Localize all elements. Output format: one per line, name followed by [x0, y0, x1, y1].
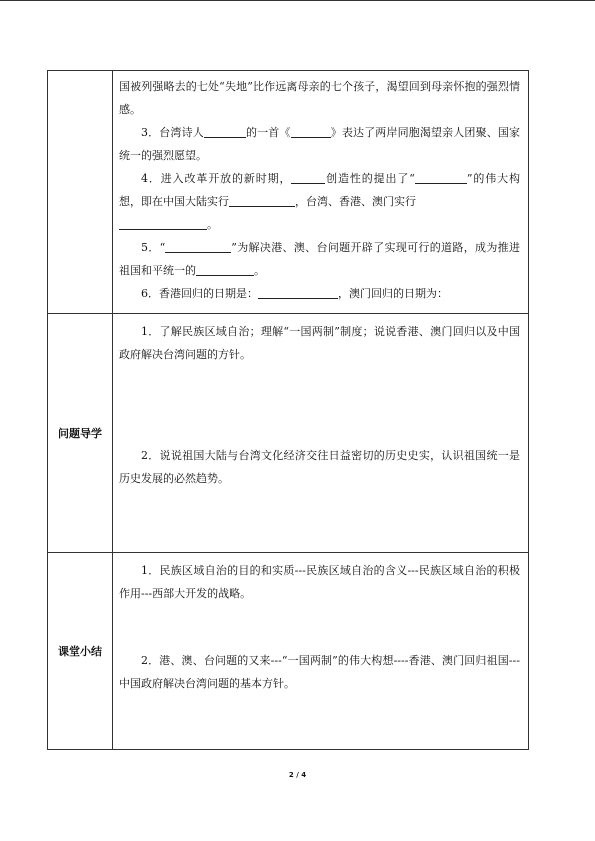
blank-concept[interactable]	[415, 170, 467, 184]
question-3: 3．台湾诗人 的一首《 》表达了两岸同胞渴望亲人团聚、国家统一的强烈愿望。	[119, 126, 521, 162]
blank-person[interactable]	[291, 170, 325, 184]
guide-label: 问题导学	[48, 314, 113, 553]
summary-label: 课堂小结	[48, 553, 113, 750]
guide-question-1: 1．了解民族区域自治；理解“一国两制”制度；说说香港、澳门回归以及中国政府解决台湾问题的方针。	[119, 325, 520, 361]
guide-question-2: 2．说说祖国大陆与台湾文化经济交往日益密切的历史史实，认识祖国统一是历史发展的必然趋势。	[119, 449, 520, 485]
blank-hk-date[interactable]	[258, 285, 338, 299]
blank-policy[interactable]	[165, 239, 231, 253]
question-6: 6．香港回归的日期是： ，澳门回归的日期为：	[141, 287, 448, 300]
summary-section	[113, 553, 529, 750]
page-top-rule	[0, 0, 595, 1]
blank-milestone[interactable]	[196, 262, 254, 276]
row-summary	[48, 553, 529, 750]
guide-section	[113, 314, 529, 553]
question-5: 5．“ ”为解决港、澳、台问题开辟了实现可行的道路，成为推进祖国和平统一的 。	[119, 241, 521, 277]
blank-poem[interactable]	[291, 124, 331, 138]
study-table	[47, 70, 529, 750]
page-number: 2 / 4	[288, 771, 307, 779]
continued-text: 国被列强略去的七处“失地”比作远离母亲的七个孩子，渴望回到母亲怀抱的强烈情感。	[119, 80, 520, 116]
summary-point-1: 1．民族区域自治的目的和实质---民族区域自治的含义---民族区域自治的积极作用---西部大开发的战略。	[119, 564, 520, 600]
row-label-empty	[48, 71, 113, 314]
summary-point-2: 2．港、澳、台问题的又来---“一国两制”的伟大构想----香港、澳门回归祖国---中国政府解决台湾问题的基本方针。	[119, 654, 520, 690]
fill-in-section	[113, 71, 529, 314]
blank-regional-system[interactable]	[119, 216, 207, 230]
row-fill-in	[48, 71, 529, 314]
question-4: 4．进入改革开放的新时期， 创造性的提出了“ ”的伟大构想，即在中国大陆实行 ，台湾、香港、澳门实行 。	[119, 172, 521, 231]
blank-mainland-system[interactable]	[229, 193, 295, 207]
row-guide	[48, 314, 529, 553]
blank-poet[interactable]	[204, 124, 246, 138]
